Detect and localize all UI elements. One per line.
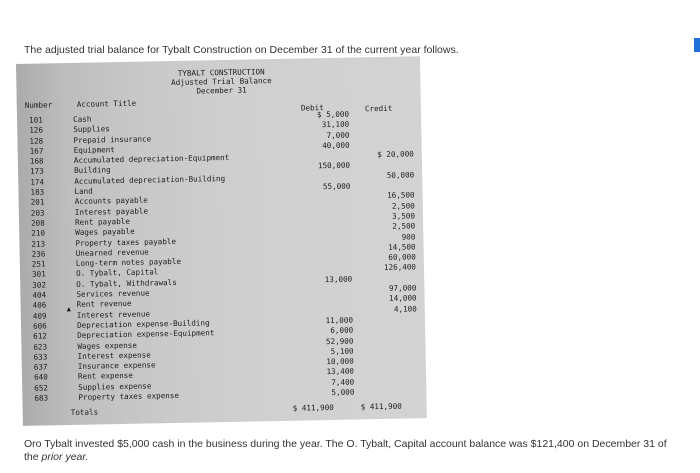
account-number: 302 xyxy=(32,280,47,290)
account-title: Wages expense xyxy=(77,340,137,351)
account-title: O. Tybalt, Withdrawals xyxy=(76,277,177,289)
trial-balance-rows xyxy=(17,108,426,404)
account-number: 251 xyxy=(31,259,46,269)
account-title: O. Tybalt, Capital xyxy=(75,267,159,279)
account-number: 183 xyxy=(30,187,45,197)
account-title: Accumulated depreciation-Building xyxy=(74,173,226,186)
account-number: 167 xyxy=(29,146,44,156)
totals-debit: $ 411,900 xyxy=(292,402,334,413)
credit-amount xyxy=(364,160,414,161)
credit-amount xyxy=(367,314,417,315)
credit-amount xyxy=(363,108,413,109)
credit-amount: 16,500 xyxy=(387,190,415,201)
debit-amount: 13,000 xyxy=(324,274,353,284)
account-title: Building xyxy=(73,165,111,176)
debit-amount: 52,900 xyxy=(325,336,354,346)
header-account-title: Account Title xyxy=(76,98,137,109)
debit-amount xyxy=(308,151,350,152)
credit-amount: $ 20,000 xyxy=(377,149,414,160)
debit-amount: 11,000 xyxy=(325,315,354,326)
debit-amount xyxy=(310,254,352,255)
credit-amount: 900 xyxy=(401,231,416,242)
account-title: Prepaid insurance xyxy=(73,134,152,145)
closing-text-main: Oro Tybalt invested $5,000 cash in the business during the year. The O. Tybalt, Capital account balance was $121,400 on December 31 of the xyxy=(24,438,667,463)
account-number: 623 xyxy=(33,341,48,352)
account-title: Insurance expense xyxy=(77,360,156,371)
debit-amount: 13,400 xyxy=(326,366,355,377)
debit-amount: 10,000 xyxy=(326,356,354,367)
credit-amount xyxy=(368,355,418,356)
account-title: Rent payable xyxy=(74,216,131,227)
account-number: 168 xyxy=(29,156,44,166)
credit-amount: 14,500 xyxy=(388,242,416,252)
debit-amount xyxy=(308,171,350,172)
credit-amount xyxy=(367,335,417,336)
credit-amount: 97,000 xyxy=(388,283,417,293)
account-title: Accounts payable xyxy=(74,195,148,207)
debit-amount: 6,000 xyxy=(330,325,354,336)
debit-amount: $ 5,000 xyxy=(316,109,350,120)
account-title: Wages payable xyxy=(75,227,135,238)
closing-text-italic: prior year. xyxy=(41,451,89,463)
account-title: Property taxes payable xyxy=(75,236,177,248)
account-title: Equipment xyxy=(73,145,115,155)
account-number: 406 xyxy=(32,300,47,311)
debit-amount xyxy=(309,233,351,234)
debit-amount: 40,000 xyxy=(322,140,350,151)
credit-amount xyxy=(368,386,418,387)
account-number: 606 xyxy=(32,321,47,331)
account-number: 173 xyxy=(29,166,44,177)
account-number: 404 xyxy=(32,290,47,300)
trial-balance-photo xyxy=(16,56,427,426)
credit-amount: 4,100 xyxy=(393,303,417,314)
totals-row xyxy=(71,400,427,419)
totals-label: Totals xyxy=(70,407,99,418)
account-title: Interest revenue xyxy=(76,309,151,320)
statement-date: December 31 xyxy=(196,85,247,96)
account-title: Property taxes expense xyxy=(78,390,180,402)
debit-amount: 31,100 xyxy=(321,119,350,130)
credit-amount: 14,000 xyxy=(389,293,417,304)
credit-amount xyxy=(367,325,417,326)
header-number: Number xyxy=(24,100,53,110)
account-title: Interest payable xyxy=(74,206,149,217)
trial-balance-heading xyxy=(156,67,286,96)
account-number: 236 xyxy=(31,249,46,259)
totals-credit: $ 411,900 xyxy=(360,401,402,412)
account-title: Unearned revenue xyxy=(75,247,149,258)
account-title: Accumulated depreciation-Equipment xyxy=(73,153,230,166)
debit-amount xyxy=(309,213,351,214)
account-title: Services revenue xyxy=(76,288,150,299)
account-title: Cash xyxy=(72,114,92,124)
debit-amount: 55,000 xyxy=(322,181,351,192)
debit-amount: 7,000 xyxy=(326,130,350,140)
account-number: 201 xyxy=(30,197,45,208)
debit-amount: 5,100 xyxy=(330,346,354,356)
account-number: 126 xyxy=(29,125,44,136)
credit-amount: 50,000 xyxy=(386,170,415,180)
cursor-pointer-icon: ▲ xyxy=(66,304,72,314)
account-number: 128 xyxy=(29,136,44,146)
credit-amount: 60,000 xyxy=(388,252,416,263)
statement-name: Adjusted Trial Balance xyxy=(171,76,272,88)
account-number: 208 xyxy=(30,218,45,228)
account-number: 409 xyxy=(32,311,47,321)
debit-amount xyxy=(311,305,353,306)
debit-amount xyxy=(309,202,351,203)
header-credit: Credit xyxy=(364,103,393,114)
account-title: Depreciation expense-Building xyxy=(76,318,210,330)
credit-amount xyxy=(364,180,414,181)
credit-amount: 3,500 xyxy=(392,211,416,221)
account-number: 301 xyxy=(31,269,46,280)
account-title: Long-term notes payable xyxy=(75,257,182,269)
debit-amount: 5,000 xyxy=(331,387,355,398)
account-title: Depreciation expense-Equipment xyxy=(77,328,215,341)
debit-amount: 150,000 xyxy=(317,161,351,171)
account-title: Land xyxy=(74,186,93,196)
header-debit: Debit xyxy=(300,103,324,113)
account-title: Rent revenue xyxy=(76,299,132,310)
account-number: 652 xyxy=(34,383,49,393)
account-number: 640 xyxy=(33,372,48,383)
account-number: 203 xyxy=(30,208,45,218)
debit-amount xyxy=(309,223,351,224)
account-title: Supplies expense xyxy=(78,381,152,392)
credit-amount: 2,500 xyxy=(391,201,415,211)
credit-amount xyxy=(364,139,414,140)
credit-amount: 2,500 xyxy=(392,221,416,232)
account-number: 683 xyxy=(34,393,49,403)
credit-amount xyxy=(363,119,413,120)
credit-amount xyxy=(367,345,417,346)
credit-amount: 126,400 xyxy=(383,262,417,273)
company-name: TYBALT CONSTRUCTION xyxy=(177,67,265,78)
account-number: 174 xyxy=(30,177,45,187)
account-number: 612 xyxy=(33,331,48,341)
account-number: 637 xyxy=(33,362,48,372)
account-title: Rent expense xyxy=(77,371,133,382)
account-number: 213 xyxy=(31,239,46,249)
account-title: Interest expense xyxy=(77,350,151,361)
credit-amount xyxy=(368,376,418,377)
account-title: Supplies xyxy=(73,124,110,135)
debit-amount: 7,400 xyxy=(331,377,355,387)
debit-amount xyxy=(310,243,352,244)
account-number: 101 xyxy=(28,115,43,125)
account-number: 210 xyxy=(31,228,46,239)
scrollbar-edge[interactable] xyxy=(694,38,700,52)
intro-text: The adjusted trial balance for Tybalt Construction on December 31 of the current year follows. xyxy=(24,44,459,56)
credit-amount xyxy=(363,129,413,130)
credit-amount xyxy=(368,366,418,367)
debit-amount xyxy=(311,295,353,296)
closing-text xyxy=(24,438,684,464)
credit-amount xyxy=(366,273,416,274)
debit-amount xyxy=(310,264,352,265)
account-number: 633 xyxy=(33,352,48,362)
debit-amount xyxy=(309,192,351,193)
debit-amount xyxy=(310,285,352,286)
